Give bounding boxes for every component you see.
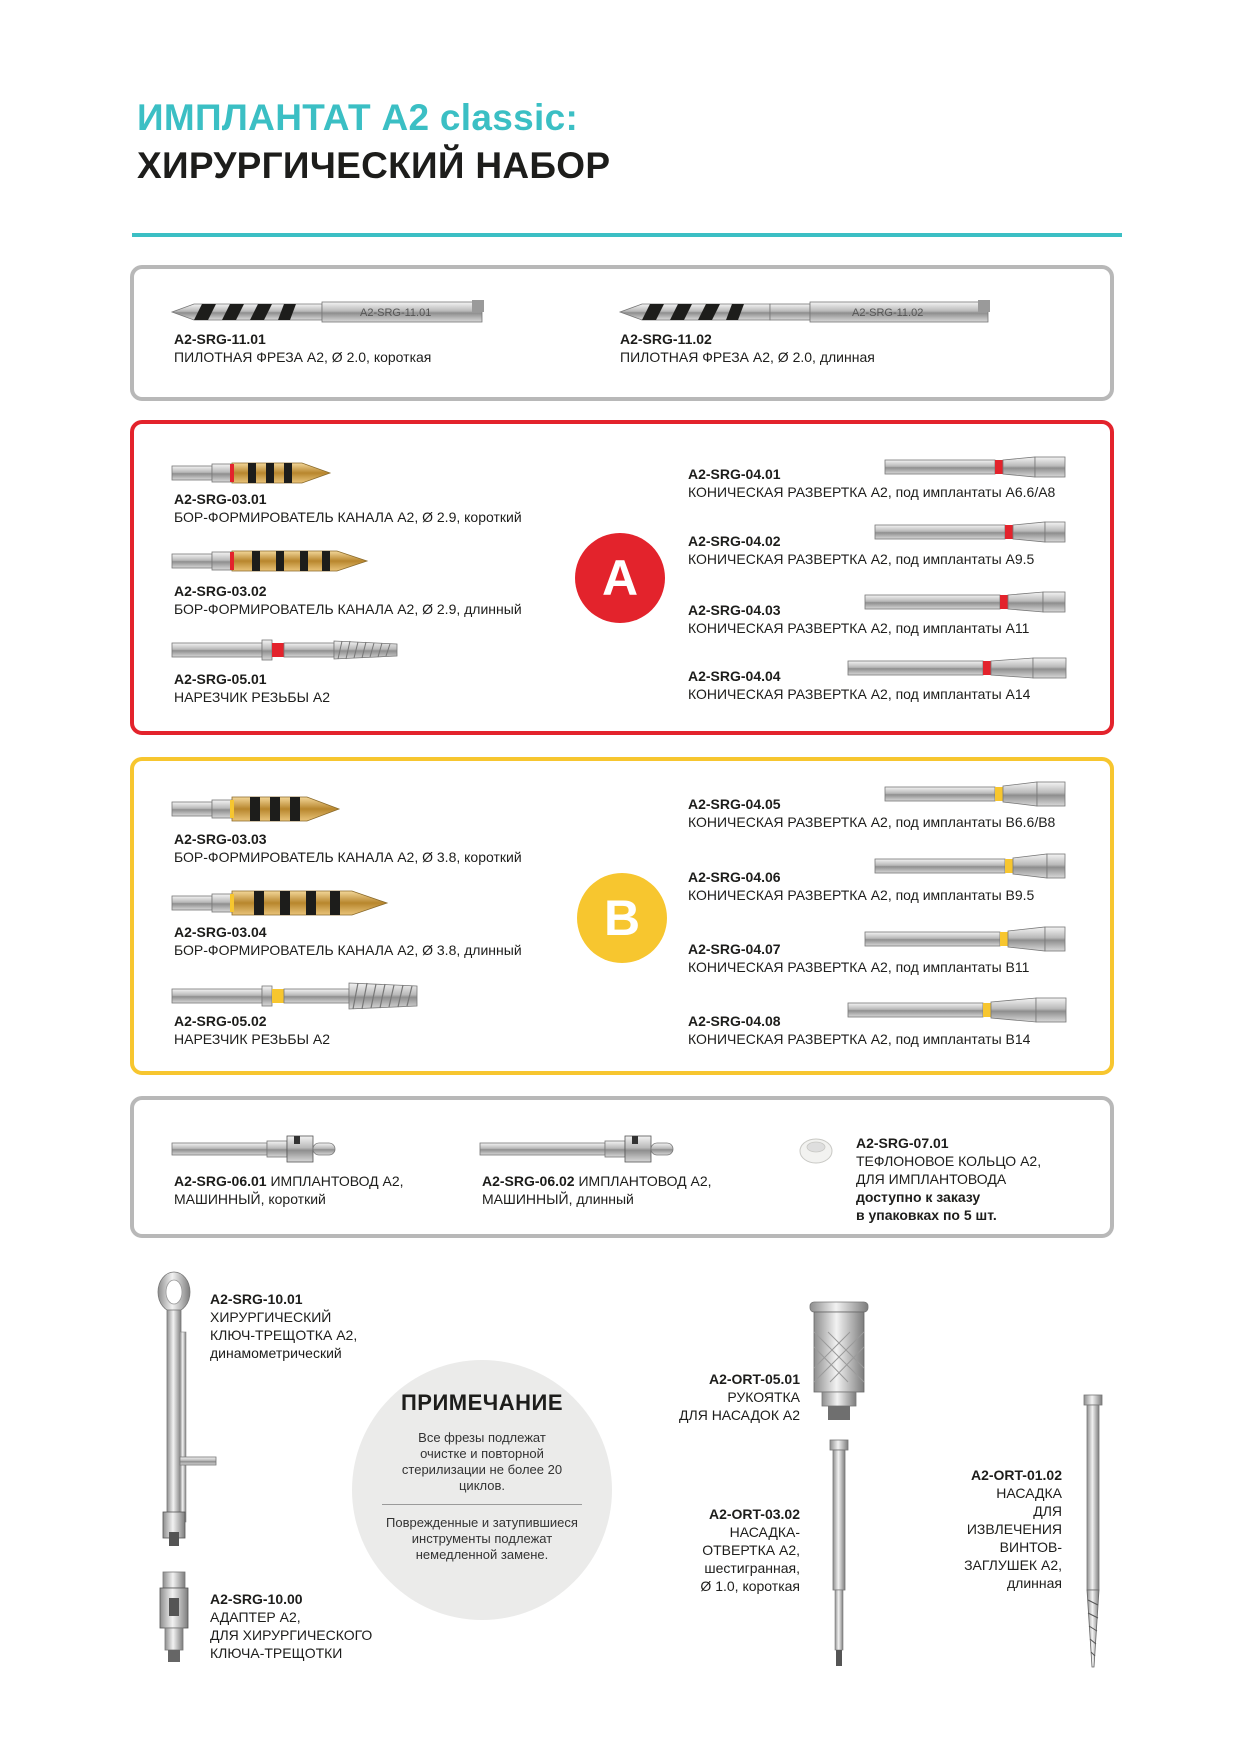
- item-desc: ХИРУРГИЧЕСКИЙ: [210, 1309, 332, 1325]
- item-code: A2-SRG-04.01: [688, 466, 781, 482]
- item-desc: МАШИННЫЙ, короткий: [174, 1191, 326, 1207]
- item-code: A2-ORT-03.02: [708, 1506, 800, 1522]
- item-desc: ИМПЛАНТОВОД A2,: [270, 1173, 404, 1189]
- teflon-ring-label: [856, 1134, 1041, 1224]
- thread-tap-a-image: [172, 637, 402, 663]
- item-code: A2-SRG-04.04: [688, 668, 781, 684]
- conical-reamer-b1-label: [688, 795, 1055, 831]
- ratchet-adapter-label: [210, 1590, 372, 1662]
- item-desc: БОР-ФОРМИРОВАТЕЛЬ КАНАЛА A2, Ø 2.9, короткий: [174, 509, 522, 525]
- item-desc: ЗАГЛУШЕК A2,: [964, 1557, 1062, 1573]
- item-desc: ДЛЯ ИМПЛАНТОВОДА: [856, 1171, 1007, 1187]
- item-desc: ВИНТОВ-: [999, 1539, 1062, 1555]
- item-desc: шестигранная,: [704, 1560, 800, 1576]
- item-desc: КОНИЧЕСКАЯ РАЗВЕРТКА A2, под имплантаты A9.5: [688, 551, 1035, 567]
- screwdriver-attachment-image: [826, 1440, 856, 1670]
- canal-drill-a-long-image: [172, 548, 372, 574]
- teflon-ring-image: [798, 1136, 838, 1166]
- conical-reamer-b3-label: [688, 940, 1029, 976]
- note-text-2: Поврежденные и затупившиеся инструменты подлежат немедленной замене.: [386, 1515, 578, 1562]
- conical-reamer-a3-label: [688, 601, 1029, 637]
- item-desc: ДЛЯ: [1033, 1503, 1062, 1519]
- item-desc: КОНИЧЕСКАЯ РАЗВЕРТКА A2, под имплантаты A14: [688, 686, 1031, 702]
- item-note: в упаковках по 5 шт.: [856, 1207, 997, 1223]
- item-code: A2-ORT-01.02: [970, 1467, 1062, 1483]
- item-code: A2-SRG-06.01: [174, 1173, 267, 1189]
- item-desc: НАСАДКА-: [729, 1524, 800, 1540]
- item-desc: ИМПЛАНТОВОД A2,: [578, 1173, 712, 1189]
- handle-image: [808, 1302, 878, 1422]
- item-code: A2-SRG-04.02: [688, 533, 781, 549]
- item-code: A2-SRG-04.03: [688, 602, 781, 618]
- note-title: ПРИМЕЧАНИЕ: [400, 1390, 564, 1415]
- screwdriver-attachment-label: [615, 1505, 800, 1595]
- item-code: A2-SRG-10.01: [210, 1291, 303, 1307]
- item-code: A2-SRG-03.04: [174, 924, 267, 940]
- item-code: A2-SRG-03.02: [174, 583, 267, 599]
- item-code: A2-SRG-10.00: [210, 1591, 303, 1607]
- item-desc: КОНИЧЕСКАЯ РАЗВЕРТКА A2, под имплантаты B11: [688, 959, 1030, 975]
- canal-drill-a-short-label: [174, 490, 522, 526]
- item-desc: ИЗВЛЕЧЕНИЯ: [966, 1521, 1062, 1537]
- extractor-attachment-image: [1080, 1395, 1110, 1670]
- implant-driver-long-image: [480, 1133, 680, 1163]
- item-code: A2-ORT-05.01: [708, 1371, 800, 1387]
- item-code: A2-SRG-04.07: [688, 941, 781, 957]
- conical-reamer-a1-label: [688, 465, 1055, 501]
- handle-label: [615, 1370, 800, 1424]
- item-note: доступно к заказу: [856, 1189, 981, 1205]
- item-desc: НАРЕЗЧИК РЕЗЬБЫ A2: [174, 689, 331, 705]
- item-code: A2-SRG-03.01: [174, 491, 267, 507]
- item-desc: КОНИЧЕСКАЯ РАЗВЕРТКА A2, под имплантаты A11: [688, 620, 1030, 636]
- implant-driver-short-image: [172, 1133, 342, 1163]
- item-desc: БОР-ФОРМИРОВАТЕЛЬ КАНАЛА A2, Ø 3.8, длинный: [174, 942, 522, 958]
- item-desc: КОНИЧЕСКАЯ РАЗВЕРТКА A2, под имплантаты B6.6/B8: [688, 814, 1056, 830]
- item-desc: ПИЛОТНАЯ ФРЕЗА A2, Ø 2.0, короткая: [174, 349, 432, 365]
- item-code: A2-SRG-11.01: [174, 331, 266, 347]
- note-text-1: Все фрезы подлежат очистке и повторной стерилизации не более 20 циклов.: [401, 1430, 563, 1493]
- conical-reamer-b2-label: [688, 868, 1034, 904]
- item-code: A2-SRG-06.02: [482, 1173, 575, 1189]
- canal-drill-b-long-label: [174, 923, 522, 959]
- conical-reamer-b4-label: [688, 1012, 1030, 1048]
- item-desc: КОНИЧЕСКАЯ РАЗВЕРТКА A2, под имплантаты B9.5: [688, 887, 1035, 903]
- implant-driver-long-label: [482, 1172, 712, 1208]
- item-desc: КОНИЧЕСКАЯ РАЗВЕРТКА A2, под имплантаты A6.6/A8: [688, 484, 1056, 500]
- thread-tap-a-label: [174, 670, 330, 706]
- item-desc: КЛЮЧА-ТРЕЩОТКИ: [210, 1645, 343, 1661]
- canal-drill-b-short-label: [174, 830, 522, 866]
- item-desc: БОР-ФОРМИРОВАТЕЛЬ КАНАЛА A2, Ø 2.9, длинный: [174, 601, 522, 617]
- ratchet-adapter-image: [155, 1572, 195, 1664]
- canal-drill-a-short-image: [172, 460, 332, 486]
- item-code: A2-SRG-07.01: [856, 1135, 949, 1151]
- item-desc: Ø 1.0, короткая: [700, 1578, 800, 1594]
- item-desc: длинная: [1007, 1575, 1062, 1591]
- item-desc: НАСАДКА: [996, 1485, 1062, 1501]
- pilot-drill-long-engraving: A2-SRG-11.02: [852, 307, 924, 319]
- thread-tap-b-image: [172, 980, 422, 1012]
- pilot-drill-long-image: [620, 300, 1000, 324]
- item-desc: КЛЮЧ-ТРЕЩОТКА A2,: [210, 1327, 358, 1343]
- pilot-drill-long-label: [620, 330, 875, 366]
- item-desc: НАРЕЗЧИК РЕЗЬБЫ A2: [174, 1031, 331, 1047]
- conical-reamer-a4-label: [688, 667, 1030, 703]
- pilot-drill-short-image: [172, 300, 492, 324]
- pilot-drill-short-label: [174, 330, 431, 366]
- item-desc: АДАПТЕР A2,: [210, 1609, 301, 1625]
- item-desc: ДЛЯ ХИРУРГИЧЕСКОГО: [210, 1627, 373, 1643]
- item-desc: БОР-ФОРМИРОВАТЕЛЬ КАНАЛА A2, Ø 3.8, короткий: [174, 849, 522, 865]
- canal-drill-a-long-label: [174, 582, 522, 618]
- item-code: A2-SRG-03.03: [174, 831, 267, 847]
- thread-tap-b-label: [174, 1012, 330, 1048]
- note-divider: [382, 1504, 582, 1505]
- pilot-drill-short-engraving: A2-SRG-11.01: [360, 307, 432, 319]
- item-desc: ПИЛОТНАЯ ФРЕЗА A2, Ø 2.0, длинная: [620, 349, 875, 365]
- page-title-line2: ХИРУРГИЧЕСКИЙ НАБОР: [137, 145, 611, 186]
- item-code: A2-SRG-11.02: [620, 331, 712, 347]
- item-code: A2-SRG-04.05: [688, 796, 781, 812]
- item-desc: ОТВЕРТКА A2,: [702, 1542, 800, 1558]
- item-desc: МАШИННЫЙ, длинный: [482, 1191, 634, 1207]
- note-circle: [352, 1360, 612, 1620]
- item-code: A2-SRG-04.06: [688, 869, 781, 885]
- implant-driver-short-label: [174, 1172, 404, 1208]
- title-divider: [132, 233, 1122, 237]
- surgical-ratchet-label: [210, 1290, 357, 1362]
- page-title-line1: ИМПЛАНТАТ A2 classic:: [137, 97, 579, 138]
- item-desc: ТЕФЛОНОВОЕ КОЛЬЦО A2,: [856, 1153, 1042, 1169]
- conical-reamer-a2-label: [688, 532, 1034, 568]
- item-code: A2-SRG-05.01: [174, 671, 267, 687]
- item-desc: РУКОЯТКА: [727, 1389, 800, 1405]
- canal-drill-b-long-image: [172, 888, 392, 918]
- item-desc: динамометрический: [210, 1345, 342, 1361]
- extractor-attachment-label: [900, 1466, 1062, 1592]
- item-code: A2-SRG-04.08: [688, 1013, 781, 1029]
- item-desc: КОНИЧЕСКАЯ РАЗВЕРТКА A2, под имплантаты B14: [688, 1031, 1031, 1047]
- canal-drill-b-short-image: [172, 794, 342, 824]
- group-a-badge: A: [575, 533, 665, 623]
- item-code: A2-SRG-05.02: [174, 1013, 267, 1029]
- item-desc: ДЛЯ НАСАДОК A2: [679, 1407, 800, 1423]
- group-b-badge: B: [577, 873, 667, 963]
